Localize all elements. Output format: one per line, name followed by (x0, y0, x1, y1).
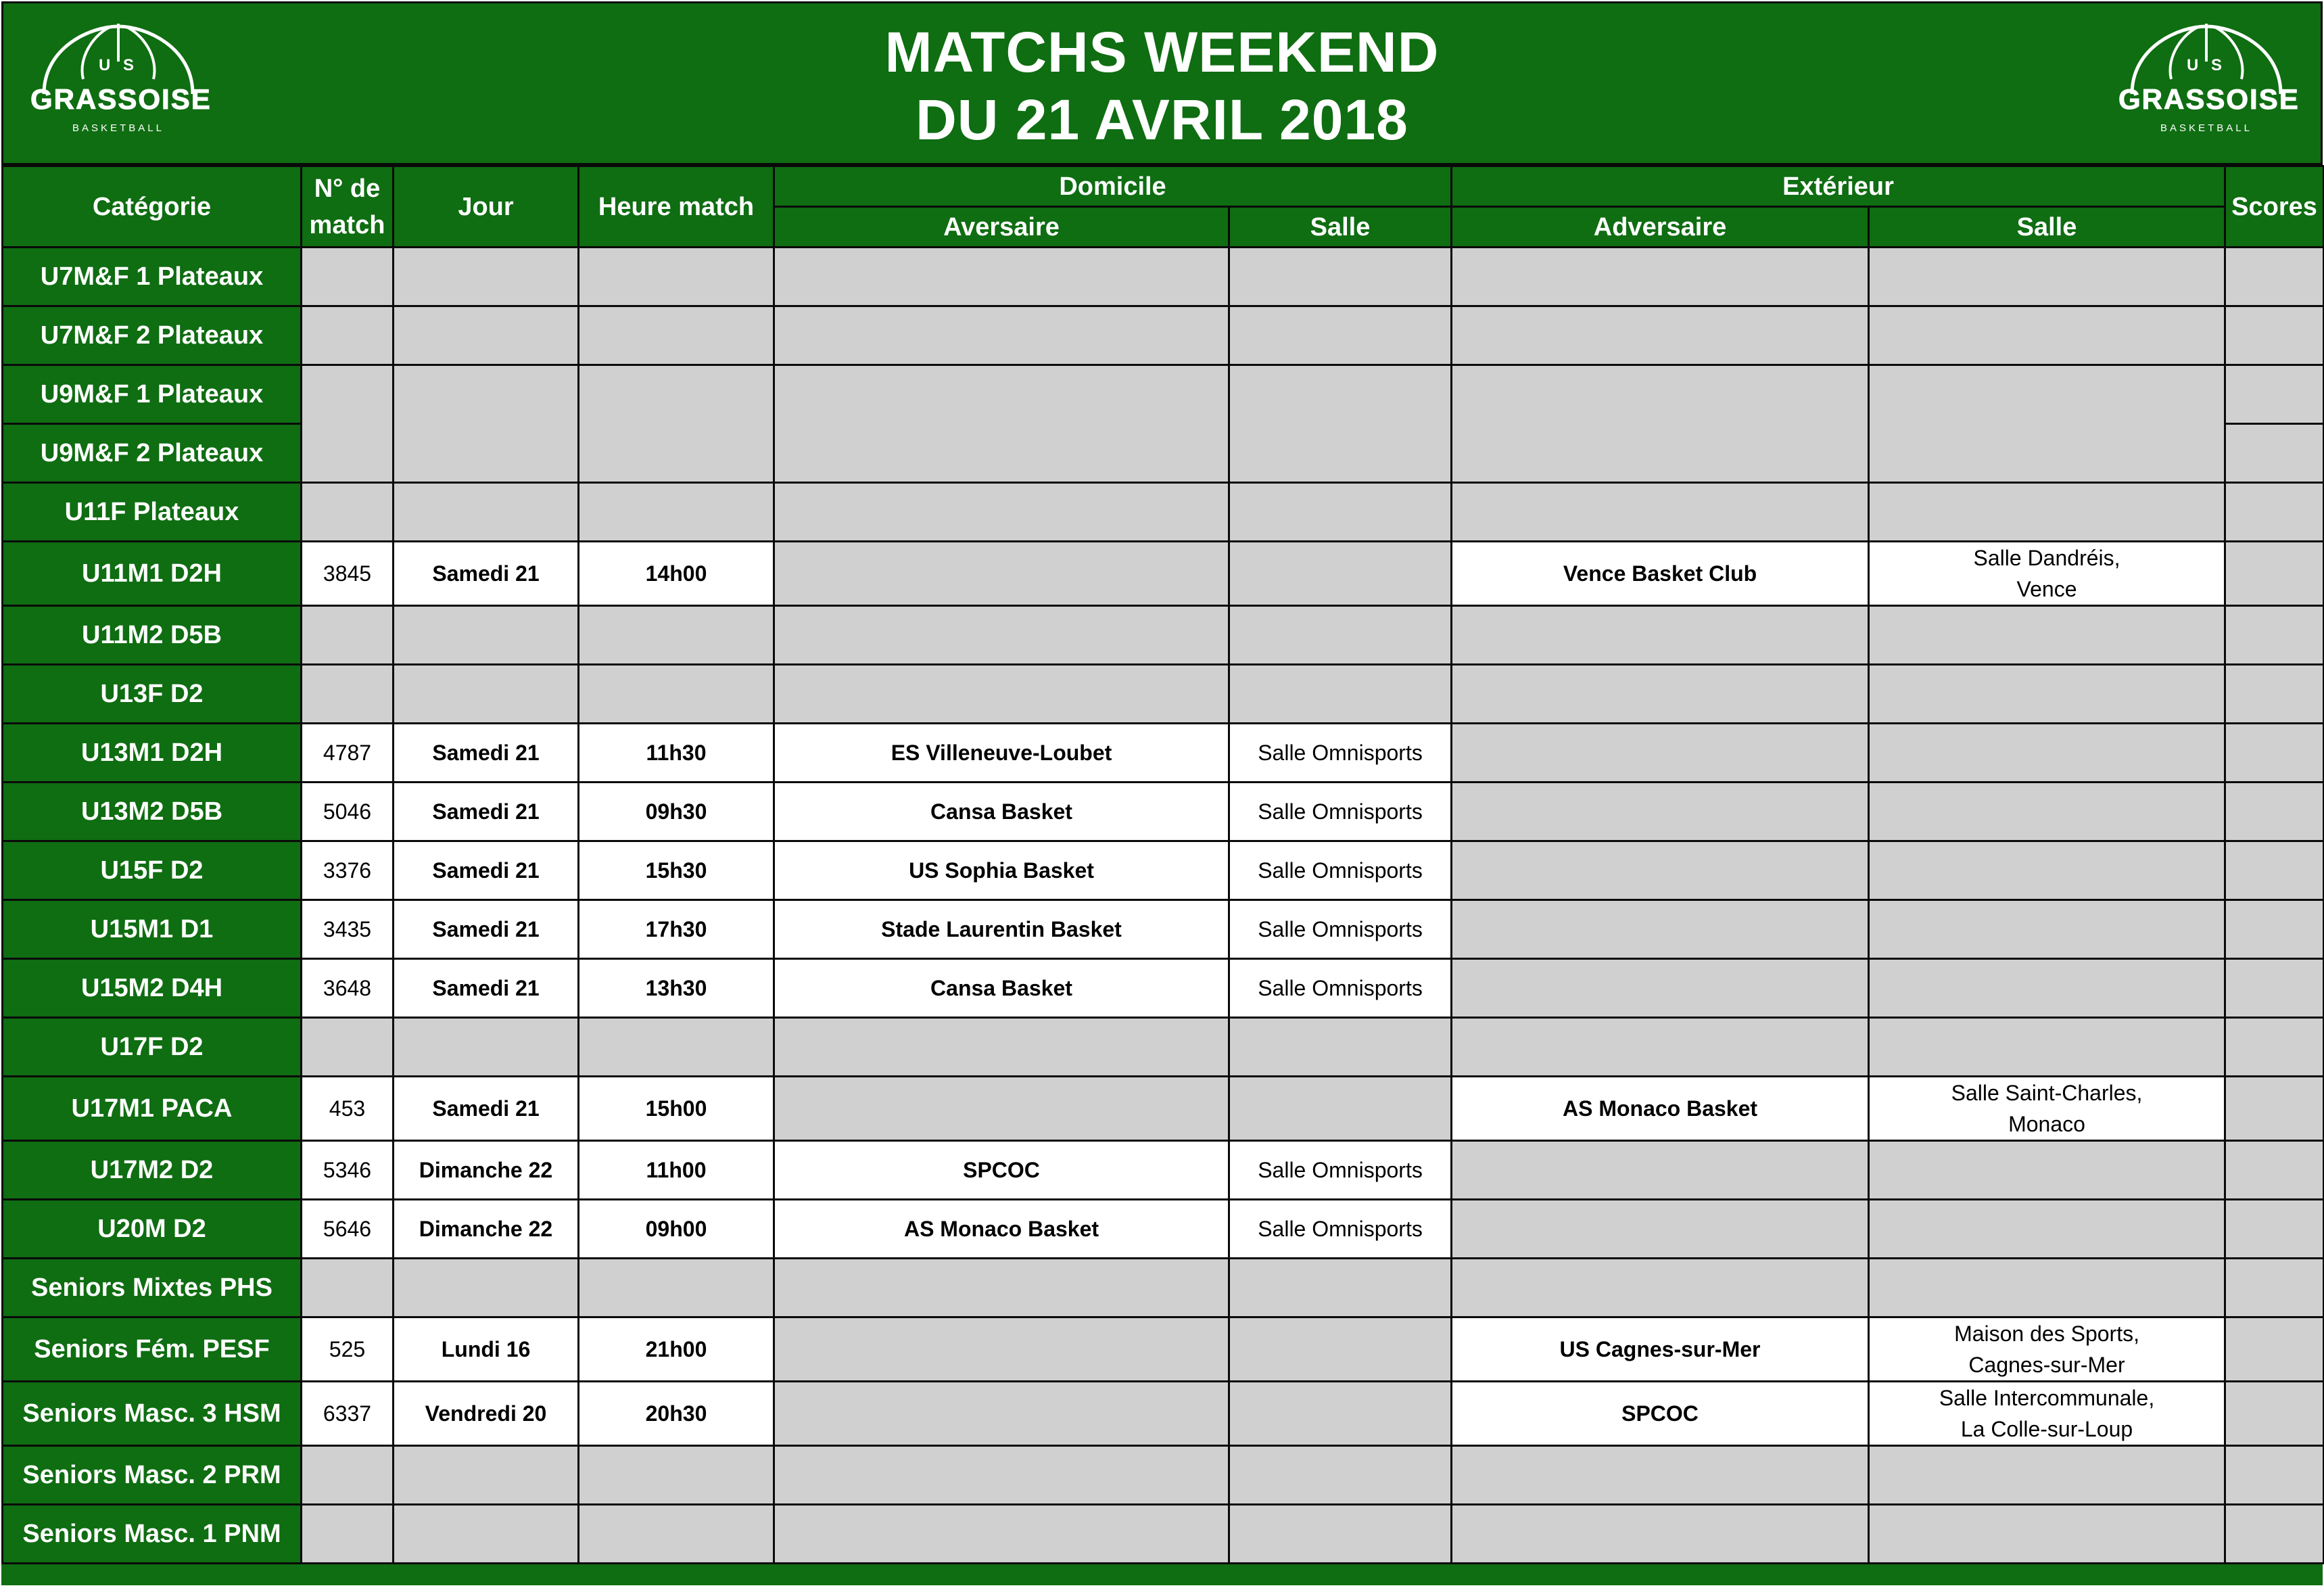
table-row (3, 483, 2324, 542)
day-cell: Vendredi 20 (394, 1382, 579, 1446)
time-cell (579, 248, 774, 306)
match-number-cell: 5646 (302, 1200, 394, 1259)
header-row-1 (3, 166, 2324, 207)
away-opponent-cell (1452, 248, 1869, 306)
away-venue-cell (1869, 1141, 2225, 1200)
away-opponent-cell (1452, 900, 1869, 959)
away-venue-cell (1869, 1259, 2225, 1317)
logo-name-text: GRASSOISE (30, 83, 212, 115)
day-cell: Samedi 21 (394, 783, 579, 841)
day-cell (394, 1505, 579, 1564)
home-opponent-cell: Cansa Basket (774, 783, 1229, 841)
home-opponent-cell: US Sophia Basket (774, 841, 1229, 900)
away-venue-cell (1869, 1317, 2225, 1382)
home-venue-cell (1229, 1446, 1452, 1505)
away-opponent-cell: Vence Basket Club (1452, 542, 1869, 606)
match-number-cell (302, 1446, 394, 1505)
score-cell (2225, 1200, 2324, 1259)
category-cell: U11M1 D2H (3, 542, 302, 606)
away-opponent-cell: SPCOC (1452, 1382, 1869, 1446)
category-cell: U13M2 D5B (3, 783, 302, 841)
match-number-cell: 5346 (302, 1141, 394, 1200)
away-opponent-cell (1452, 1505, 1869, 1564)
home-venue-cell (1229, 1317, 1452, 1382)
schedule-body (3, 248, 2324, 1564)
day-cell: Samedi 21 (394, 724, 579, 783)
away-venue-cell (1869, 1200, 2225, 1259)
away-opponent-cell: US Cagnes-sur-Mer (1452, 1317, 1869, 1382)
away-opponent-cell (1452, 606, 1869, 665)
away-venue-line-1: Maison des Sports, (1954, 1322, 2139, 1346)
table-row (3, 542, 2324, 606)
table-row (3, 1018, 2324, 1077)
day-cell (394, 1018, 579, 1077)
away-venue-cell (1869, 1446, 2225, 1505)
home-opponent-cell (774, 1382, 1229, 1446)
category-cell: U9M&F 1 Plateaux (3, 365, 302, 424)
home-opponent-cell (774, 483, 1229, 542)
away-opponent-cell (1452, 365, 1869, 483)
category-cell: U17F D2 (3, 1018, 302, 1077)
away-opponent-cell: AS Monaco Basket (1452, 1077, 1869, 1141)
category-cell: U17M2 D2 (3, 1141, 302, 1200)
home-venue-cell (1229, 483, 1452, 542)
away-venue-line-1: Salle Intercommunale, (1939, 1386, 2155, 1410)
time-cell (579, 1446, 774, 1505)
away-opponent-cell (1452, 1200, 1869, 1259)
away-venue-cell (1869, 1077, 2225, 1141)
score-cell (2225, 1446, 2324, 1505)
match-number-cell (302, 248, 394, 306)
score-cell (2225, 900, 2324, 959)
table-row (3, 665, 2324, 724)
away-opponent-cell (1452, 959, 1869, 1018)
col-header-dom-adversaire: Aversaire (774, 207, 1229, 248)
home-venue-cell: Salle Omnisports (1229, 1141, 1452, 1200)
home-opponent-cell (774, 1259, 1229, 1317)
time-cell: 14h00 (579, 542, 774, 606)
logo-sub-text: U S (98, 56, 138, 74)
day-cell (394, 365, 579, 483)
page-title (3, 18, 2321, 154)
logo-sub-text: U S (2186, 56, 2226, 74)
home-opponent-cell (774, 542, 1229, 606)
day-cell: Dimanche 22 (394, 1200, 579, 1259)
day-cell: Samedi 21 (394, 841, 579, 900)
home-venue-cell (1229, 542, 1452, 606)
home-venue-cell (1229, 1505, 1452, 1564)
table-row (3, 1141, 2324, 1200)
col-header-jour: Jour (394, 166, 579, 248)
time-cell: 09h30 (579, 783, 774, 841)
time-cell (579, 1505, 774, 1564)
home-opponent-cell: ES Villeneuve-Loubet (774, 724, 1229, 783)
away-opponent-cell (1452, 1141, 1869, 1200)
away-opponent-cell (1452, 841, 1869, 900)
away-venue-line-2: Cagnes-sur-Mer (1968, 1353, 2125, 1377)
table-row (3, 248, 2324, 306)
category-cell: U15F D2 (3, 841, 302, 900)
time-cell: 15h30 (579, 841, 774, 900)
header-banner (1, 1, 2323, 165)
col-header-ext-adversaire: Adversaire (1452, 207, 1869, 248)
away-venue-cell (1869, 841, 2225, 900)
score-cell (2225, 1382, 2324, 1446)
time-cell (579, 1259, 774, 1317)
home-opponent-cell (774, 1317, 1229, 1382)
table-row (3, 1259, 2324, 1317)
time-cell: 21h00 (579, 1317, 774, 1382)
time-cell: 20h30 (579, 1382, 774, 1446)
match-number-cell (302, 665, 394, 724)
score-cell (2225, 606, 2324, 665)
match-number-cell (302, 483, 394, 542)
home-venue-cell (1229, 606, 1452, 665)
col-header-heure: Heure match (579, 166, 774, 248)
time-cell: 11h00 (579, 1141, 774, 1200)
match-number-cell: 453 (302, 1077, 394, 1141)
away-opponent-cell (1452, 1446, 1869, 1505)
score-cell (2225, 1077, 2324, 1141)
away-venue-cell (1869, 606, 2225, 665)
away-venue-cell (1869, 248, 2225, 306)
away-venue-cell (1869, 783, 2225, 841)
away-venue-cell (1869, 1018, 2225, 1077)
day-cell: Samedi 21 (394, 959, 579, 1018)
home-opponent-cell (774, 1018, 1229, 1077)
table-row (3, 783, 2324, 841)
table-row (3, 900, 2324, 959)
day-cell: Lundi 16 (394, 1317, 579, 1382)
score-cell (2225, 1505, 2324, 1564)
title-line-2: DU 21 AVRIL 2018 (916, 88, 1408, 151)
score-cell (2225, 365, 2324, 424)
home-venue-cell: Salle Omnisports (1229, 900, 1452, 959)
home-opponent-cell: Stade Laurentin Basket (774, 900, 1229, 959)
away-venue-line-1: Salle Dandréis, (1973, 546, 2120, 570)
away-opponent-cell (1452, 783, 1869, 841)
table-row (3, 1200, 2324, 1259)
category-cell: Seniors Masc. 1 PNM (3, 1505, 302, 1564)
table-row (3, 306, 2324, 365)
schedule-table (1, 165, 2324, 1564)
table-row (3, 1446, 2324, 1505)
day-cell (394, 606, 579, 665)
day-cell: Dimanche 22 (394, 1141, 579, 1200)
away-opponent-cell (1452, 1018, 1869, 1077)
home-opponent-cell (774, 665, 1229, 724)
home-venue-cell (1229, 248, 1452, 306)
match-schedule-sheet (1, 1, 2323, 1585)
logo-name-text: GRASSOISE (2118, 83, 2300, 115)
away-venue-cell (1869, 483, 2225, 542)
table-row (3, 1317, 2324, 1382)
category-cell: U15M2 D4H (3, 959, 302, 1018)
col-header-dom-salle: Salle (1229, 207, 1452, 248)
category-cell: U11M2 D5B (3, 606, 302, 665)
match-number-cell: 3435 (302, 900, 394, 959)
club-logo-right (2118, 20, 2300, 141)
home-opponent-cell: SPCOC (774, 1141, 1229, 1200)
category-cell: Seniors Masc. 2 PRM (3, 1446, 302, 1505)
home-venue-cell: Salle Omnisports (1229, 724, 1452, 783)
away-venue-cell (1869, 1382, 2225, 1446)
away-venue-cell (1869, 900, 2225, 959)
away-venue-cell (1869, 365, 2225, 483)
category-cell: Seniors Masc. 3 HSM (3, 1382, 302, 1446)
score-cell (2225, 542, 2324, 606)
home-opponent-cell (774, 1446, 1229, 1505)
score-cell (2225, 483, 2324, 542)
match-number-cell (302, 1018, 394, 1077)
away-venue-cell (1869, 665, 2225, 724)
away-opponent-cell (1452, 1259, 1869, 1317)
day-cell: Samedi 21 (394, 900, 579, 959)
home-venue-cell (1229, 665, 1452, 724)
time-cell: 09h00 (579, 1200, 774, 1259)
score-cell (2225, 248, 2324, 306)
day-cell (394, 665, 579, 724)
category-cell: U17M1 PACA (3, 1077, 302, 1141)
match-number-cell: 525 (302, 1317, 394, 1382)
col-header-exterieur: Extérieur (1452, 166, 2225, 207)
home-opponent-cell (774, 606, 1229, 665)
category-cell: U15M1 D1 (3, 900, 302, 959)
col-header-scores: Scores (2225, 166, 2324, 248)
category-cell: U20M D2 (3, 1200, 302, 1259)
time-cell (579, 365, 774, 483)
title-line-1: MATCHS WEEKEND (884, 20, 1440, 84)
time-cell: 11h30 (579, 724, 774, 783)
home-venue-cell (1229, 306, 1452, 365)
table-row (3, 1077, 2324, 1141)
match-number-cell: 6337 (302, 1382, 394, 1446)
home-venue-cell (1229, 1259, 1452, 1317)
table-row (3, 1505, 2324, 1564)
away-venue-cell (1869, 1505, 2225, 1564)
day-cell: Samedi 21 (394, 1077, 579, 1141)
home-venue-cell (1229, 365, 1452, 483)
score-cell (2225, 306, 2324, 365)
match-number-cell (302, 606, 394, 665)
category-cell: U11F Plateaux (3, 483, 302, 542)
home-opponent-cell (774, 365, 1229, 483)
match-number-cell: 5046 (302, 783, 394, 841)
match-number-cell (302, 1505, 394, 1564)
home-opponent-cell (774, 1505, 1229, 1564)
day-cell (394, 1446, 579, 1505)
time-cell (579, 1018, 774, 1077)
home-opponent-cell (774, 306, 1229, 365)
time-cell: 15h00 (579, 1077, 774, 1141)
logo-caption-text: BASKETBALL (2160, 122, 2252, 134)
col-header-num-match: N° de match (302, 166, 394, 248)
category-cell: U7M&F 1 Plateaux (3, 248, 302, 306)
table-row (3, 841, 2324, 900)
time-cell (579, 306, 774, 365)
match-number-cell: 3376 (302, 841, 394, 900)
col-header-domicile: Domicile (774, 166, 1452, 207)
table-row (3, 724, 2324, 783)
away-venue-cell (1869, 306, 2225, 365)
score-cell (2225, 1317, 2324, 1382)
match-number-cell (302, 306, 394, 365)
score-cell (2225, 959, 2324, 1018)
score-cell (2225, 1018, 2324, 1077)
score-cell (2225, 783, 2324, 841)
time-cell (579, 665, 774, 724)
away-opponent-cell (1452, 483, 1869, 542)
home-opponent-cell (774, 248, 1229, 306)
score-cell (2225, 1141, 2324, 1200)
category-cell: Seniors Fém. PESF (3, 1317, 302, 1382)
time-cell (579, 606, 774, 665)
away-venue-line-2: La Colle-sur-Loup (1960, 1417, 2133, 1441)
score-cell (2225, 424, 2324, 483)
away-venue-cell (1869, 542, 2225, 606)
match-number-cell: 4787 (302, 724, 394, 783)
time-cell: 17h30 (579, 900, 774, 959)
table-row (3, 1382, 2324, 1446)
home-venue-cell: Salle Omnisports (1229, 959, 1452, 1018)
day-cell (394, 483, 579, 542)
logo-caption-text: BASKETBALL (72, 122, 164, 134)
col-header-categorie: Catégorie (3, 166, 302, 248)
category-cell: U9M&F 2 Plateaux (3, 424, 302, 483)
home-venue-cell: Salle Omnisports (1229, 783, 1452, 841)
home-venue-cell: Salle Omnisports (1229, 1200, 1452, 1259)
away-opponent-cell (1452, 306, 1869, 365)
away-venue-line-2: Monaco (2008, 1112, 2085, 1136)
day-cell (394, 248, 579, 306)
away-venue-cell (1869, 724, 2225, 783)
away-opponent-cell (1452, 724, 1869, 783)
away-venue-line-1: Salle Saint-Charles, (1951, 1081, 2143, 1105)
home-opponent-cell: AS Monaco Basket (774, 1200, 1229, 1259)
match-number-cell (302, 1259, 394, 1317)
away-venue-line-2: Vence (2016, 577, 2077, 601)
table-row (3, 959, 2324, 1018)
category-cell: U13F D2 (3, 665, 302, 724)
home-venue-cell (1229, 1018, 1452, 1077)
category-cell: Seniors Mixtes PHS (3, 1259, 302, 1317)
table-row (3, 365, 2324, 424)
table-row (3, 606, 2324, 665)
score-cell (2225, 665, 2324, 724)
home-opponent-cell (774, 1077, 1229, 1141)
time-cell (579, 483, 774, 542)
category-cell: U13M1 D2H (3, 724, 302, 783)
score-cell (2225, 841, 2324, 900)
match-number-cell: 3845 (302, 542, 394, 606)
match-number-cell: 3648 (302, 959, 394, 1018)
time-cell: 13h30 (579, 959, 774, 1018)
match-number-cell (302, 365, 394, 483)
day-cell (394, 306, 579, 365)
day-cell (394, 1259, 579, 1317)
away-opponent-cell (1452, 665, 1869, 724)
score-cell (2225, 724, 2324, 783)
away-venue-cell (1869, 959, 2225, 1018)
day-cell: Samedi 21 (394, 542, 579, 606)
home-venue-cell: Salle Omnisports (1229, 841, 1452, 900)
col-header-ext-salle: Salle (1869, 207, 2225, 248)
home-venue-cell (1229, 1077, 1452, 1141)
category-cell: U7M&F 2 Plateaux (3, 306, 302, 365)
home-venue-cell (1229, 1382, 1452, 1446)
score-cell (2225, 1259, 2324, 1317)
home-opponent-cell: Cansa Basket (774, 959, 1229, 1018)
